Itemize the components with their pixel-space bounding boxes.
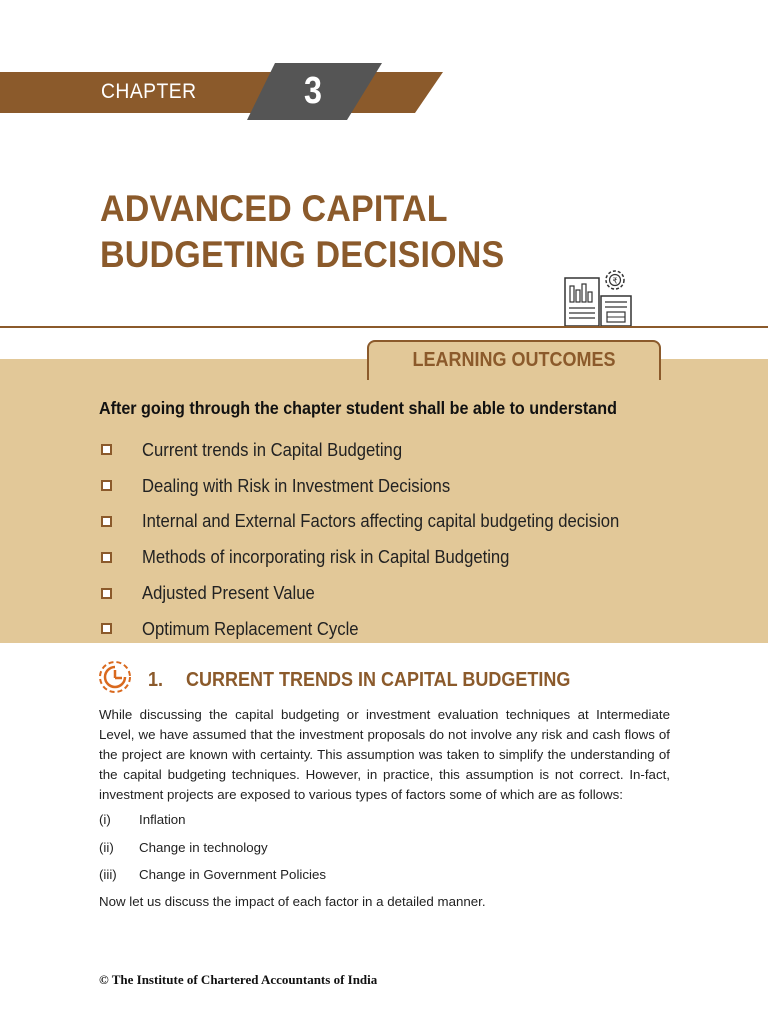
- list-item: [99, 432, 719, 468]
- factor-number: (i): [99, 812, 111, 827]
- list-item: [99, 539, 719, 575]
- factor-item: [99, 840, 499, 855]
- section-number: 1.: [148, 669, 164, 691]
- section-title: CURRENT TRENDS IN CAPITAL BUDGETING: [186, 669, 571, 691]
- svg-text:₹: ₹: [612, 276, 618, 286]
- learning-outcomes-heading: LEARNING OUTCOMES: [412, 349, 616, 371]
- list-item-text: Dealing with Risk in Investment Decisions: [142, 474, 451, 496]
- checkbox-bullet-icon: [101, 444, 112, 455]
- factor-number: (iii): [99, 867, 117, 882]
- checkbox-bullet-icon: [101, 552, 112, 563]
- page-title-line-1: ADVANCED CAPITAL: [100, 188, 448, 229]
- chapter-band: [0, 0, 768, 130]
- chapter-band-shapes: [0, 0, 768, 130]
- footer-copyright: © The Institute of Chartered Accountants of India: [99, 972, 378, 987]
- chapter-label: CHAPTER: [101, 80, 197, 103]
- list-item: [99, 575, 719, 611]
- header-divider: [0, 326, 768, 328]
- chapter-number: 3: [304, 70, 322, 112]
- learning-outcomes-tab: [367, 340, 661, 380]
- checkbox-bullet-icon: [101, 480, 112, 491]
- section-paragraph: While discussing the capital budgeting or investment evaluation techniques at Intermediate Level, we have assumed that the investment proposals do not involve any risk and cash flows of the project are known with certainty. This assumption was taken to simplify the understanding of the capital budgeting techniques. However, in practice, this assumption is not correct. In-fact, investment projects are exposed to various types of factors some of which are as follows:: [99, 707, 670, 802]
- learning-outcomes-intro: After going through the chapter student shall be able to understand: [99, 398, 617, 418]
- learning-outcomes-list: [99, 432, 719, 647]
- clock-icon: [97, 659, 133, 700]
- list-item-text: Current trends in Capital Budgeting: [142, 438, 403, 460]
- list-item-text: Adjusted Present Value: [142, 582, 315, 604]
- checkbox-bullet-icon: [101, 516, 112, 527]
- page-title: [100, 186, 542, 278]
- list-item: [99, 611, 719, 647]
- checkbox-bullet-icon: [101, 623, 112, 634]
- factor-text: Change in Government Policies: [139, 867, 326, 882]
- report-documents-icon: [563, 266, 635, 333]
- list-item-text: Optimum Replacement Cycle: [142, 617, 359, 639]
- page-title-line-2: BUDGETING DECISIONS: [100, 234, 505, 275]
- closing-sentence: Now let us discuss the impact of each factor in a detailed manner.: [99, 894, 486, 909]
- list-item-text: Internal and External Factors affecting capital budgeting decision: [142, 510, 620, 532]
- factor-text: Inflation: [139, 812, 186, 827]
- factor-number: (ii): [99, 840, 114, 855]
- factor-text: Change in technology: [139, 840, 268, 855]
- checkbox-bullet-icon: [101, 588, 112, 599]
- list-item: [99, 468, 719, 504]
- factor-item: [99, 867, 499, 882]
- list-item: [99, 504, 719, 540]
- factor-item: [99, 812, 499, 827]
- list-item-text: Methods of incorporating risk in Capital Budgeting: [142, 546, 510, 568]
